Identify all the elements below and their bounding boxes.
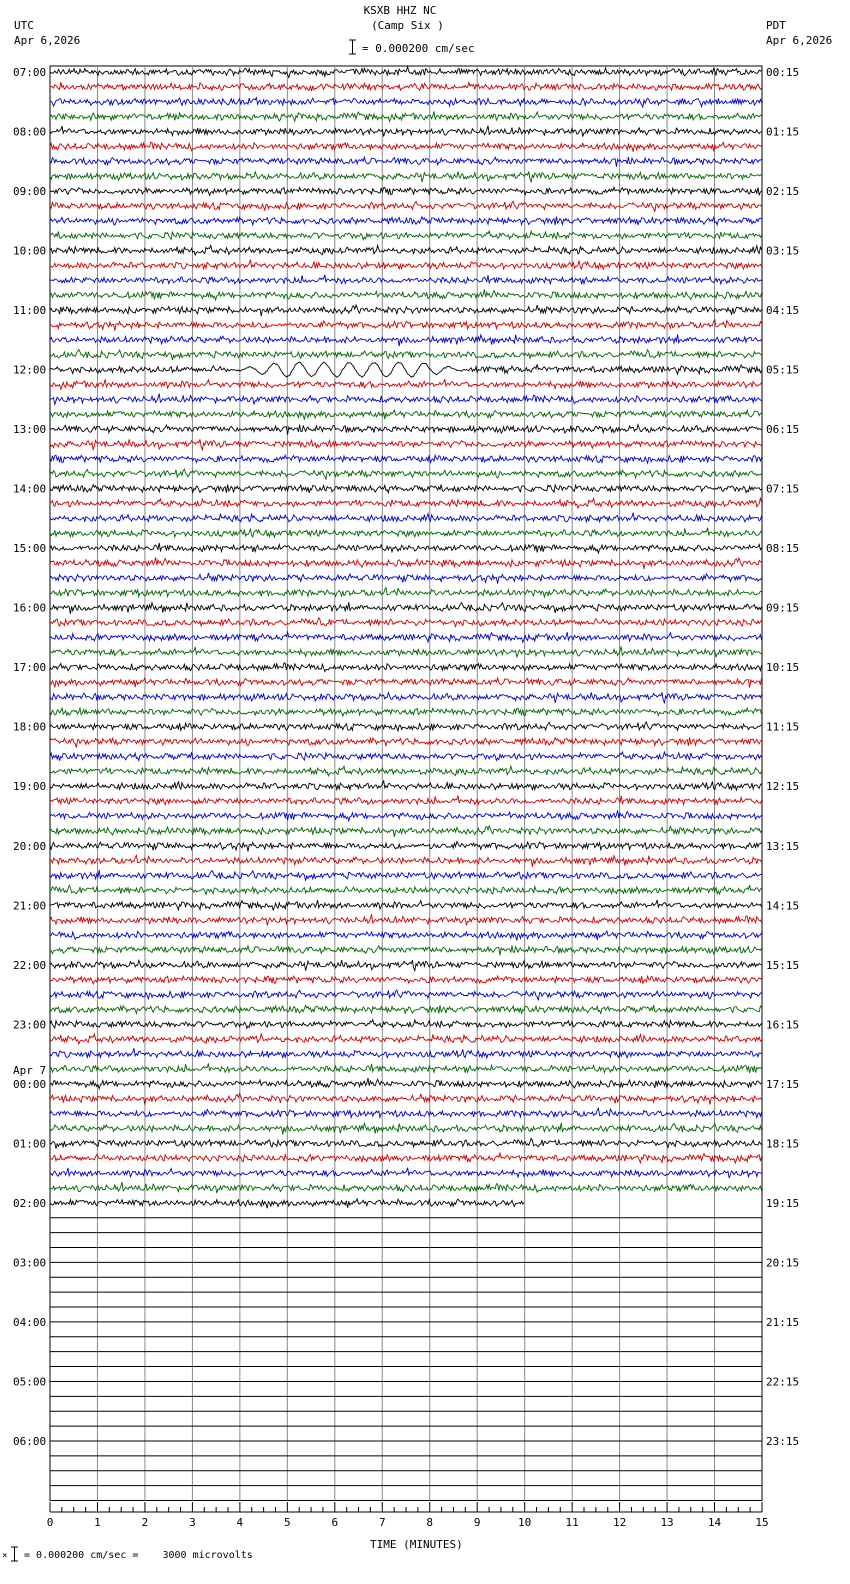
x-tick-label: 15 (755, 1516, 769, 1529)
trace-line (50, 976, 762, 984)
right-timezone: PDT (766, 19, 786, 32)
utc-hour-label: 07:00 (13, 66, 47, 79)
footer-mark: × (2, 1551, 8, 1561)
trace-line (50, 157, 762, 167)
trace-line (50, 111, 762, 121)
trace-line (50, 722, 762, 731)
pdt-hour-label: 04:15 (766, 304, 800, 318)
trace-line (50, 484, 762, 493)
trace-line (50, 870, 762, 881)
utc-hour-label: 08:00 (13, 125, 47, 139)
trace-line (50, 752, 762, 761)
utc-hour-label: 14:00 (13, 482, 47, 496)
pdt-hour-label: 23:15 (766, 1434, 800, 1448)
x-tick-label: 6 (331, 1516, 339, 1529)
trace-line (50, 855, 762, 867)
trace-line (50, 796, 762, 805)
trace-line (50, 187, 762, 195)
pdt-hour-label: 08:15 (766, 542, 800, 556)
pdt-hour-label: 14:15 (766, 899, 800, 913)
utc-hour-label: 04:00 (13, 1315, 47, 1329)
trace-line (50, 410, 762, 420)
trace-line (50, 602, 762, 614)
trace-line (50, 618, 762, 627)
x-tick-label: 11 (565, 1516, 579, 1529)
pdt-hour-label: 18:15 (766, 1137, 800, 1151)
left-date: Apr 6,2026 (14, 34, 81, 47)
pdt-hour-label: 09:15 (766, 601, 800, 615)
x-tick-label: 0 (46, 1516, 54, 1529)
trace-line (50, 1048, 762, 1058)
trace-line (50, 737, 762, 747)
pdt-hour-label: 16:15 (766, 1018, 800, 1032)
utc-hour-label: 06:00 (13, 1434, 47, 1448)
utc-hour-label: 17:00 (13, 661, 47, 675)
x-tick-label: 13 (660, 1516, 674, 1529)
trace-line (50, 350, 762, 360)
trace-line (50, 290, 762, 301)
utc-hour-label: 03:00 (13, 1256, 47, 1270)
trace-line (50, 67, 762, 78)
pdt-hour-label: 10:15 (766, 661, 800, 675)
utc-hour-label: 10:00 (13, 244, 47, 258)
pdt-hour-label: 00:15 (766, 66, 800, 79)
trace-line (50, 900, 762, 910)
x-tick-label: 10 (518, 1516, 532, 1529)
trace-line (50, 231, 762, 240)
trace-line (50, 1094, 762, 1105)
x-tick-label: 2 (141, 1516, 149, 1529)
trace-line (50, 885, 762, 894)
utc-hour-label: 16:00 (13, 601, 47, 615)
trace-line (50, 766, 762, 776)
x-tick-label: 7 (378, 1516, 386, 1529)
trace-line (50, 320, 762, 331)
trace-line (50, 362, 762, 377)
pdt-hour-label: 03:15 (766, 244, 800, 258)
trace-line (50, 245, 762, 255)
utc-hour-label: 21:00 (13, 899, 47, 913)
trace-line (50, 126, 762, 137)
trace-line (50, 1139, 762, 1149)
trace-line (50, 780, 762, 790)
trace-line (50, 1034, 762, 1044)
trace-line (50, 678, 762, 688)
trace-line (50, 960, 762, 971)
x-tick-label: 14 (707, 1516, 722, 1529)
trace-line (50, 990, 762, 1001)
x-tick-label: 12 (612, 1516, 627, 1529)
utc-hour-label: 19:00 (13, 780, 47, 794)
utc-hour-label: 02:00 (13, 1196, 47, 1210)
trace-line (50, 842, 762, 852)
trace-line (50, 543, 762, 553)
date-change-label: Apr 7 (13, 1063, 47, 1077)
pdt-hour-label: 15:15 (766, 958, 800, 972)
trace-line (50, 914, 762, 925)
pdt-hour-label: 06:15 (766, 423, 800, 437)
utc-hour-label: 12:00 (13, 363, 47, 377)
trace-line (50, 379, 762, 389)
footer-scale-note: = 0.000200 cm/sec = 3000 microvolts (24, 1550, 253, 1561)
utc-hour-label: 20:00 (13, 839, 47, 853)
right-date: Apr 6,2026 (766, 34, 833, 47)
x-tick-label: 8 (426, 1516, 434, 1529)
trace-line (50, 217, 762, 225)
utc-hour-label: 01:00 (13, 1137, 47, 1151)
trace-line (50, 557, 762, 569)
trace-line (50, 692, 762, 703)
trace-line (50, 1020, 762, 1029)
trace-line (50, 528, 762, 538)
x-tick-label: 4 (236, 1516, 244, 1529)
utc-hour-label: 11:00 (13, 304, 47, 318)
trace-line (50, 663, 762, 672)
trace-line (50, 425, 762, 435)
trace-line (50, 632, 762, 642)
trace-line (50, 260, 762, 270)
x-tick-label: 3 (189, 1516, 196, 1529)
utc-hour-label: 09:00 (13, 185, 47, 199)
pdt-hour-label: 13:15 (766, 839, 800, 853)
trace-line (50, 142, 762, 152)
trace-line (50, 588, 762, 597)
trace-line (50, 275, 762, 284)
pdt-hour-label: 17:15 (766, 1077, 800, 1091)
left-timezone: UTC (14, 19, 34, 32)
trace-line (50, 82, 762, 91)
trace-line (50, 1005, 762, 1014)
x-tick-label: 5 (284, 1516, 291, 1529)
x-tick-label: 1 (94, 1516, 101, 1529)
pdt-hour-label: 07:15 (766, 482, 800, 496)
trace-line (50, 455, 762, 463)
trace-line (50, 573, 762, 584)
trace-line (50, 647, 762, 658)
pdt-hour-label: 21:15 (766, 1315, 800, 1329)
time-axis (47, 1502, 769, 1529)
utc-hour-label: 23:00 (13, 1018, 47, 1032)
trace-line (50, 1108, 762, 1117)
station-title: KSXB HHZ NC (363, 4, 437, 17)
utc-hour-label: 15:00 (13, 542, 47, 556)
trace-line (50, 946, 762, 956)
utc-hour-label: 05:00 (13, 1375, 47, 1389)
trace-line (50, 334, 762, 346)
pdt-hour-label: 22:15 (766, 1375, 800, 1389)
pdt-hour-label: 12:15 (766, 780, 800, 794)
trace-line (50, 439, 762, 450)
utc-hour-label: 00:00 (13, 1077, 47, 1091)
trace-line (50, 98, 762, 107)
trace-line (50, 201, 762, 212)
trace-line (50, 1182, 762, 1193)
utc-hour-label: 13:00 (13, 423, 47, 437)
pdt-hour-label: 11:15 (766, 720, 800, 734)
trace-line (50, 1168, 762, 1178)
trace-line (50, 172, 762, 183)
pdt-hour-label: 01:15 (766, 125, 800, 139)
trace-group (50, 67, 762, 1486)
pdt-hour-label: 05:15 (766, 363, 800, 377)
trace-line (50, 826, 762, 837)
trace-line (50, 394, 762, 405)
location-subtitle: (Camp Six ) (371, 19, 444, 32)
scale-label: = 0.000200 cm/sec (362, 42, 475, 55)
trace-line (50, 1153, 762, 1163)
trace-line (50, 469, 762, 480)
footer-scale-bar-icon (10, 1546, 19, 1562)
trace-line (50, 1123, 762, 1135)
trace-line (50, 810, 762, 821)
trace-line (50, 498, 762, 508)
trace-line (50, 708, 762, 716)
x-axis-label: TIME (MINUTES) (370, 1538, 463, 1551)
pdt-hour-label: 02:15 (766, 185, 800, 199)
utc-hour-label: 18:00 (13, 720, 47, 734)
trace-line (50, 931, 762, 941)
pdt-hour-label: 20:15 (766, 1256, 800, 1270)
trace-line (50, 305, 762, 316)
x-tick-label: 9 (473, 1516, 481, 1529)
trace-line (50, 1078, 762, 1089)
trace-line (50, 513, 762, 522)
pdt-hour-label: 19:15 (766, 1196, 800, 1210)
trace-line (50, 1063, 762, 1073)
utc-hour-label: 22:00 (13, 958, 47, 972)
